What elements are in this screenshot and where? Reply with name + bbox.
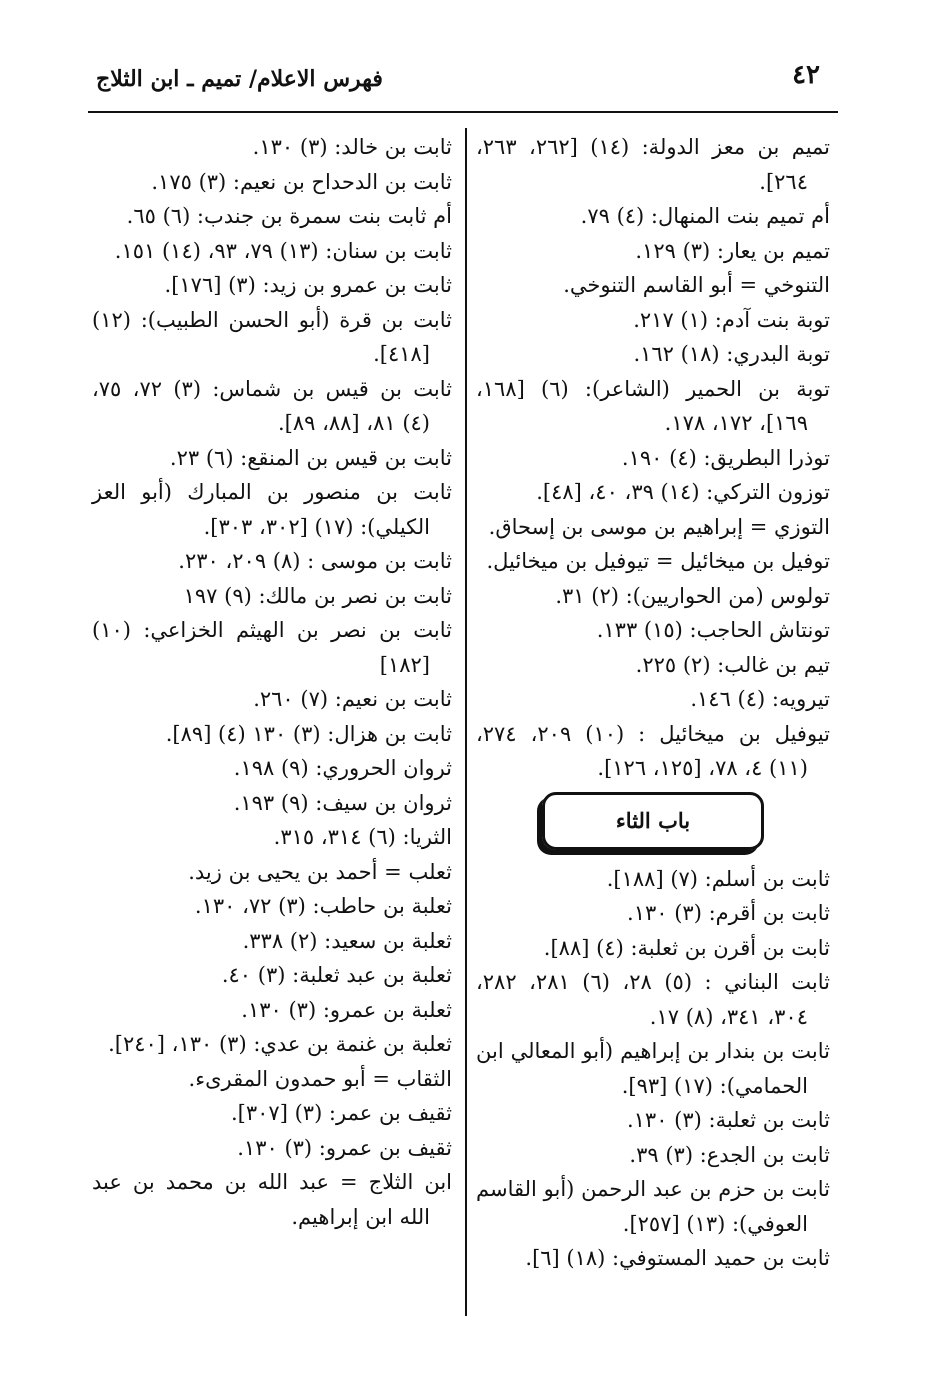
index-entry: تيرويه: (٤) ١٤٦.: [690, 687, 830, 711]
index-entry: أم تميم بنت المنهال: (٤) ٧٩.: [580, 204, 830, 228]
index-entry: ثروان الحروري: (٩) ١٩٨.: [233, 756, 452, 780]
index-entry: ثعلبة بن غنمة بن عدي: (٣) ١٣٠، [٢٤٠].: [108, 1032, 452, 1056]
index-entry: التنوخي = أبو القاسم التنوخي.: [563, 273, 830, 297]
right-column: [476, 130, 830, 1276]
index-entry: توذرا البطريق: (٤) ١٩٠.: [621, 445, 830, 470]
index-entry: الثقاب = أبو حمدون المقرىء.: [188, 1066, 452, 1091]
index-entry: ثعلبة بن حاطب: (٣) ٧٢، ١٣٠.: [194, 894, 452, 918]
index-entry: ثابت بن الدحداح بن نعيم: (٣) ١٧٥.: [151, 169, 452, 194]
index-entry: توزون التركي: (١٤) ٣٩، ٤٠، [٤٨].: [536, 480, 830, 504]
index-entry: ثابت بن حزم بن عبد الرحمن (أبو القاسم العوفي): (١٣) [٢٥٧].: [476, 1177, 830, 1236]
index-entry: تولوس (من الحواريين): (٢) ٣١.: [555, 583, 830, 608]
index-entry: ثابت بن أقرن بن ثعلبة: (٤) [٨٨].: [543, 935, 830, 960]
index-entry: ثابت بن قيس بن المنقع: (٦) ٢٣.: [169, 445, 452, 470]
index-entry: ثعلبة بن سعيد: (٢) ٣٣٨.: [242, 928, 452, 953]
index-entry: ثابت بن أقرم: (٣) ١٣٠.: [627, 901, 830, 925]
index-entry: تميم بن يعار: (٣) ١٢٩.: [635, 238, 830, 263]
index-entry: أم ثابت بنت سمرة بن جندب: (٦) ٦٥.: [126, 204, 452, 228]
index-entry: ثابت بن هزال: (٣) ١٣٠ (٤) [٨٩].: [165, 721, 452, 746]
index-entry: ثابت بن حميد المستوفي: (١٨) [٦].: [525, 1246, 830, 1270]
index-entry: تميم بن معز الدولة: (١٤) [٢٦٢، ٢٦٣، ٢٦٤].: [476, 135, 831, 194]
running-title: فهرس الاعلام/ تميم ـ ابن الثلاج: [96, 66, 383, 92]
index-entry: توبة بن الحمير (الشاعر): (٦) [١٦٨، ١٦٩]، ١٧٢، ١٧٨.: [476, 376, 830, 435]
index-entry: ثعلب = أحمد بن يحيى بن زيد.: [188, 859, 452, 884]
index-entry: تونتاش الحاجب: (١٥) ١٣٣.: [596, 618, 830, 642]
index-entry: ثابت بن نعيم: (٧) ٢٦٠.: [253, 687, 452, 711]
header-rule: [88, 111, 838, 113]
index-entry: ثابت بن نصر بن مالك: (٩) ١٩٧: [183, 583, 452, 608]
index-entry: ثابت بن بندار بن إبراهيم (أبو المعالي ابن الحمامي): (١٧) [٩٣].: [476, 1039, 830, 1098]
index-entry: توفيل بن ميخائيل = تيوفيل بن ميخائيل.: [486, 549, 830, 573]
index-entry: التوزي = إبراهيم بن موسى بن إسحاق.: [488, 514, 830, 539]
index-entry: ثابت بن قرة (أبو الحسن الطبيب): (١٢) [٤١٨].: [92, 307, 452, 366]
page-header: [78, 60, 838, 106]
index-entry: ثروان بن سيف: (٩) ١٩٣.: [233, 790, 452, 815]
index-entry: ثقيف بن عمر: (٣) [٣٠٧].: [231, 1101, 452, 1125]
index-entry: ثابت بن الجدع: (٣) ٣٩.: [629, 1142, 830, 1167]
section-heading: [542, 792, 764, 850]
index-entry: توبة البدري: (١٨) ١٦٢.: [633, 342, 830, 366]
page-number: ٤٢: [792, 60, 820, 90]
index-entry: ثابت بن قيس بن شماس: (٣) ٧٢، ٧٥، (٤) ٨١، [٨٨، ٨٩].: [92, 376, 453, 435]
index-entry: ثقيف بن عمرو: (٣) ١٣٠.: [237, 1135, 452, 1160]
index-entry: ثابت بن منصور بن المبارك (أبو العز الكيلي): (١٧) [٣٠٢، ٣٠٣].: [92, 480, 452, 539]
index-entry: ثابت بن خالد: (٣) ١٣٠.: [252, 135, 452, 159]
index-entry: ثابت بن نصر بن الهيثم الخزاعي: (١٠) [١٨٢]: [92, 618, 452, 677]
index-entry: ابن الثلاج = عبد الله بن محمد بن عبد الله ابن إبراهيم.: [92, 1170, 452, 1229]
index-entry: تيوفيل بن ميخائيل : (١٠) ٢٠٩، ٢٧٤، (١١) ٤، ٧٨، [١٢٥، ١٢٦].: [476, 721, 831, 780]
index-entry: ثعلبة بن عمرو: (٣) ١٣٠.: [241, 997, 452, 1022]
index-entry: ثابت بن أسلم: (٧) [١٨٨].: [606, 866, 830, 891]
left-column: [92, 130, 452, 1234]
index-entry: ثابت بن موسى : (٨) ٢٠٩، ٢٣٠.: [178, 549, 452, 573]
index-entry: الثريا: (٦) ٣١٤، ٣١٥.: [273, 825, 452, 849]
column-divider: [465, 128, 467, 1316]
section-heading-label: باب الثاء: [615, 808, 691, 833]
index-entry: تيم بن غالب: (٢) ٢٢٥.: [635, 652, 830, 677]
index-entry: ثابت بن سنان: (١٣) ٧٩، ٩٣، (١٤) ١٥١.: [114, 238, 452, 263]
index-entry: ثابت البناني : (٥) ٢٨، (٦) ٢٨١، ٢٨٢، ٣٠٤، ٣٤١، (٨) ١٧.: [476, 970, 831, 1029]
index-entry: ثابت بن ثعلبة: (٣) ١٣٠.: [626, 1108, 830, 1132]
index-entry: ثابت بن عمرو بن زيد: (٣) [١٧٦].: [164, 273, 452, 297]
index-entry: ثعلبة بن عبد ثعلبة: (٣) ٤٠.: [221, 963, 452, 987]
index-entry: توبة بنت آدم: (١) ٢١٧.: [633, 307, 830, 332]
